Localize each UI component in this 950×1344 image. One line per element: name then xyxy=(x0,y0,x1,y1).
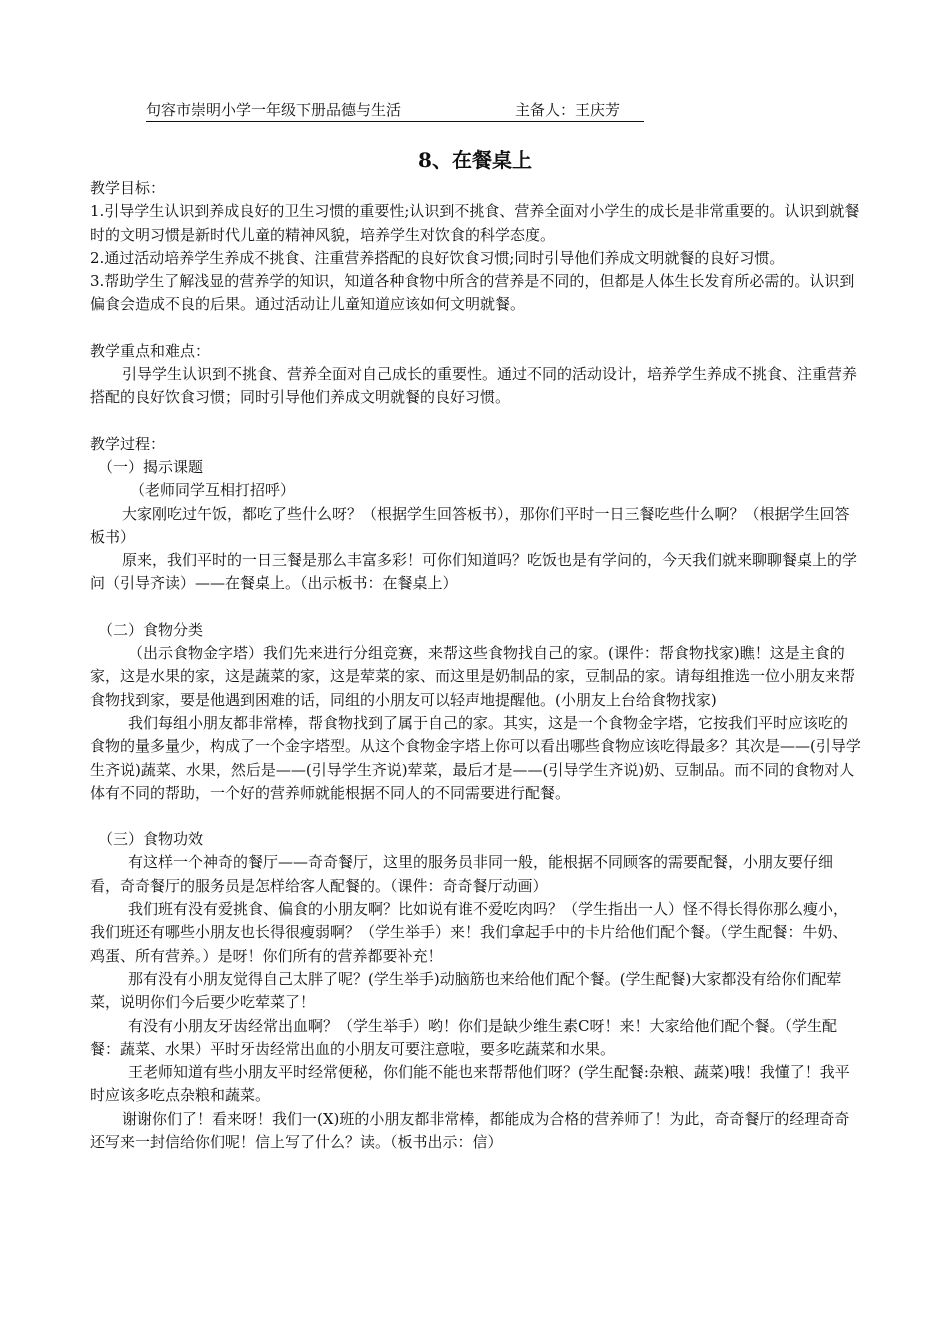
goals-heading: 教学目标： xyxy=(90,179,166,197)
section3-heading: （三）食物功效 xyxy=(98,830,204,849)
goal-item-3: 3.帮助学生了解浅显的营养学的知识，知道各种食物中所含的营养是不同的，但都是人体生长发育所必需的。认识到偏食会造成不良的后果。通过活动让儿童知道应该如何文明就餐。 xyxy=(90,272,855,314)
section3-paragraph: 谢谢你们了！看来呀！我们一(X)班的小朋友都非常棒，都能成为合格的营养师了！为此，奇奇餐厅的经理奇奇还写来一封信给你们呢！信上写了什么？读。（板书出示：信） xyxy=(90,1109,850,1151)
section1-paragraph: 原来，我们平时的一日三餐是那么丰富多彩！可你们知道吗？吃饭也是有学问的，今天我们就来聊聊餐桌上的学问（引导齐读）——在餐桌上。（出示板书：在餐桌上） xyxy=(90,551,858,593)
section1-heading: （一）揭示课题 xyxy=(98,457,204,476)
section3-paragraph: 王老师知道有些小朋友平时经常便秘，你们能不能也来帮帮他们呀？(学生配餐:杂粮、蔬菜)哦！我懂了！我平时应该多吃点杂粮和蔬菜。 xyxy=(90,1063,850,1105)
goal-item-2: 2.通过活动培养学生养成不挑食、注重营养搭配的良好饮食习惯;同时引导他们养成文明就餐的良好习惯。 xyxy=(90,248,785,267)
key-points-heading: 教学重点和难点： xyxy=(90,341,211,360)
section3-paragraph: 我们班有没有爱挑食、偏食的小朋友啊？比如说有谁不爱吃肉吗？（学生指出一人）怪不得长得你那么瘦小，我们班还有哪些小朋友也长得很瘦弱啊？（学生举手）来！我们拿起手中的卡片给他们配个餐。（学生配餐：牛奶、鸡蛋、所有营养。）是呀！你们所有的营养都要补充！ xyxy=(90,900,849,965)
document-body xyxy=(90,177,862,1154)
section3-paragraph: 有这样一个神奇的餐厅——奇奇餐厅，这里的服务员非同一般，能根据不同顾客的需要配餐，小朋友要仔细看，奇奇餐厅的服务员是怎样给客人配餐的。（课件：奇奇餐厅动画） xyxy=(90,853,834,895)
section1-paragraph: 大家刚吃过午饭，都吃了些什么呀？（根据学生回答板书），那你们平时一日三餐吃些什么啊？（根据学生回答板书） xyxy=(90,504,850,546)
document-title: 8、在餐桌上 xyxy=(418,148,532,172)
section2-paragraph: （出示食物金字塔）我们先来进行分组竞赛，来帮这些食物找自己的家。(课件：帮食物找家)瞧！这是主食的家，这是水果的家，这是蔬菜的家，这是荤菜的家、而这里是奶制品的家，豆制品的家。请每组推选一位小朋友来帮食物找到家，要是他遇到困难的话，同组的小朋友可以轻声地提醒他。(小朋友上台给食物找家) xyxy=(90,644,856,709)
section2-heading: （二）食物分类 xyxy=(98,620,204,639)
key-points-text: 引导学生认识到不挑食、营养全面对自己成长的重要性。通过不同的活动设计，培养学生养成不挑食、注重营养搭配的良好饮食习惯；同时引导他们养成文明就餐的良好习惯。 xyxy=(90,365,858,407)
process-heading: 教学过程： xyxy=(90,434,166,453)
header-school: 句容市崇明小学一年级下册品德与生活 xyxy=(146,101,402,119)
section1-sub: （老师同学互相打招呼） xyxy=(130,481,296,500)
goal-item-1: 1.引导学生认识到养成良好的卫生习惯的重要性;认识到不挑食、营养全面对小学生的成长是非常重要的。认识到就餐时的文明习惯是新时代儿童的精神风貌，培养学生对饮食的科学态度。 xyxy=(90,202,860,244)
header-author: 主备人：王庆芳 xyxy=(515,101,621,119)
section2-paragraph: 我们每组小朋友都非常棒，帮食物找到了属于自己的家。其实，这是一个食物金字塔，它按我们平时应该吃的食物的量多量少，构成了一个金字塔型。从这个食物金字塔上你可以看出哪些食物应该吃得最多？其次是——(引导学生齐说)蔬菜、水果，然后是——(引导学生齐说)荤菜，最后才是——(引导学生齐说)奶、豆制品。而不同的食物对人体有不同的帮助，一个好的营养师就能根据不同人的不同需要进行配餐。 xyxy=(90,713,861,802)
section3-paragraph: 有没有小朋友牙齿经常出血啊？（学生举手）哟！你们是缺少维生素C呀！来！大家给他们配个餐。（学生配餐：蔬菜、水果）平时牙齿经常出血的小朋友可要注意啦，要多吃蔬菜和水果。 xyxy=(90,1016,837,1058)
page-header xyxy=(146,100,644,122)
section3-paragraph: 那有没有小朋友觉得自己太胖了呢？(学生举手)动脑筋也来给他们配个餐。(学生配餐)大家都没有给你们配荤菜，说明你们今后要少吃荤菜了！ xyxy=(90,969,842,1012)
